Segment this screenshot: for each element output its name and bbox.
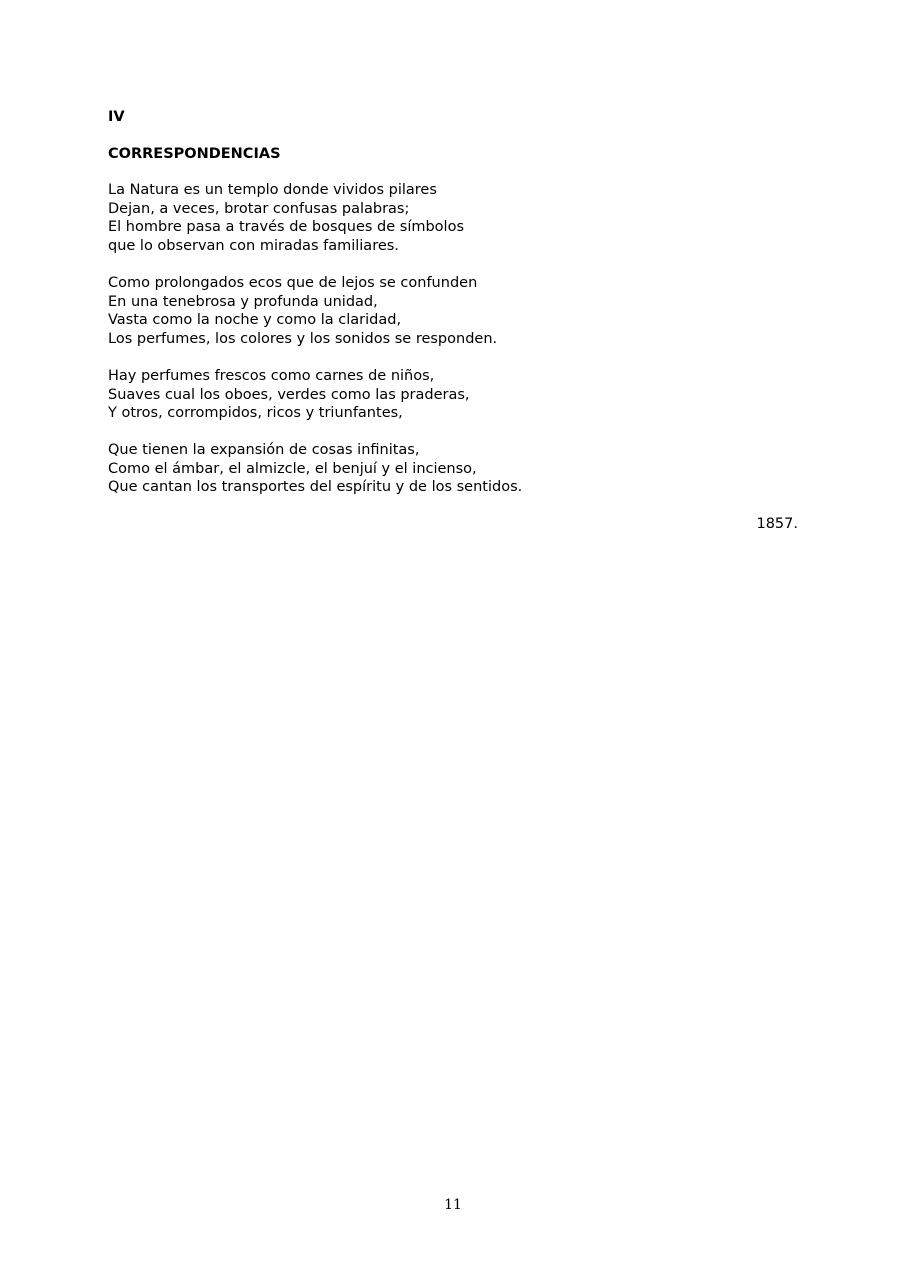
verse-line: Hay perfumes frescos como carnes de niños, (108, 368, 435, 384)
stanza (108, 181, 464, 255)
verse-line: La Natura es un templo donde vividos pilares (108, 182, 437, 198)
stanza (108, 274, 497, 348)
verse-line: Los perfumes, los colores y los sonidos se responden. (108, 330, 498, 347)
verse-line: que lo observan con miradas familiares. (108, 237, 399, 254)
verse-line: Como prolongados ecos que de lejos se confunden (108, 275, 478, 291)
poem-date: 1857. (756, 516, 798, 532)
verse-line: Dejan, a veces, brotar confusas palabras; (108, 200, 410, 217)
poem-title: CORRESPONDENCIAS (108, 146, 281, 162)
verse-line: Que tienen la expansión de cosas infinitas, (108, 442, 420, 458)
verse-line: Y otros, corrompidos, ricos y triunfantes, (108, 405, 403, 421)
verse-line: El hombre pasa a través de bosques de símbolos (108, 219, 465, 235)
verse-line: Que cantan los transportes del espíritu y de los sentidos. (108, 479, 523, 495)
stanza (108, 367, 470, 423)
verse-line: Como el ámbar, el almizcle, el benjuí y el incienso, (108, 460, 477, 477)
section-number: IV (108, 109, 125, 125)
verse-line: En una tenebrosa y profunda unidad, (108, 293, 378, 310)
stanza (108, 441, 522, 497)
verse-line: Suaves cual los oboes, verdes como las praderas, (108, 386, 470, 403)
page-number: 11 (444, 1197, 462, 1213)
verse-line: Vasta como la noche y como la claridad, (108, 312, 402, 328)
